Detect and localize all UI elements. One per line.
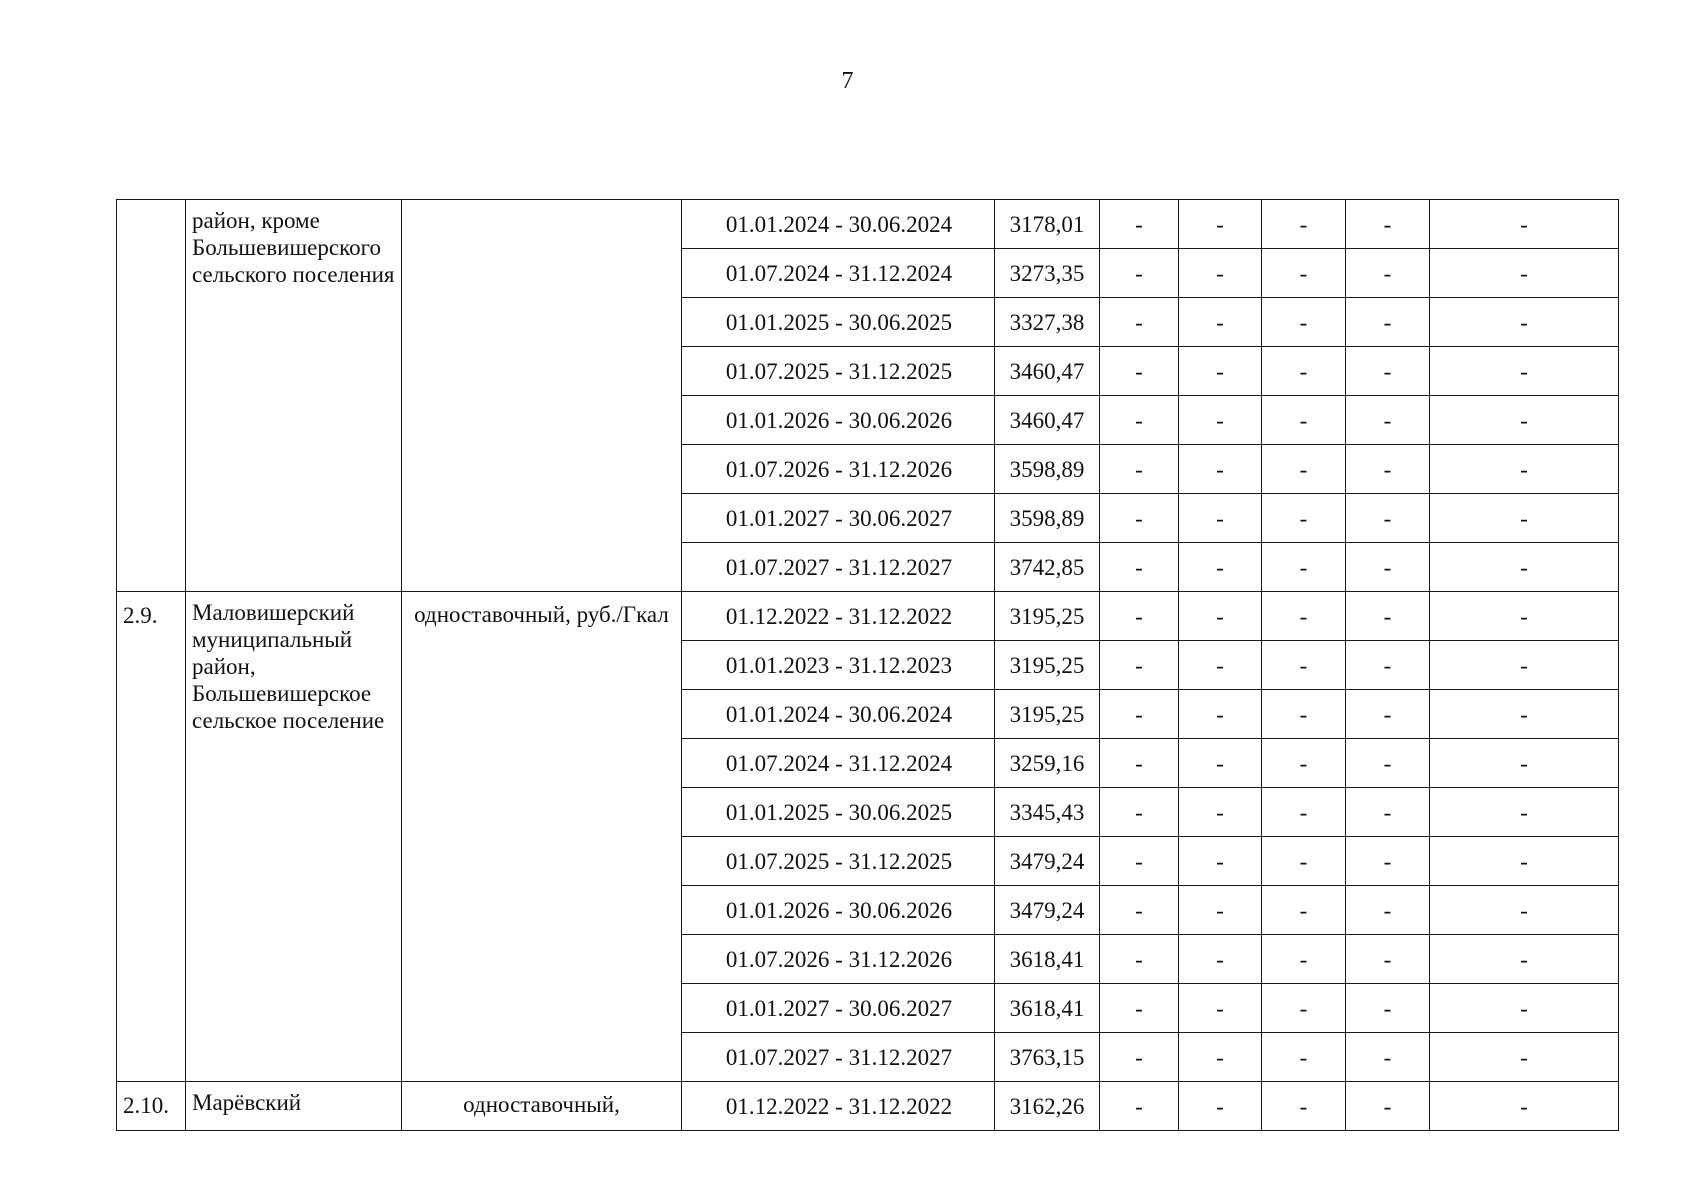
empty-value-cell: - (1262, 641, 1346, 690)
empty-value-cell: - (1262, 543, 1346, 592)
empty-value-cell: - (1100, 200, 1179, 249)
empty-value-cell: - (1179, 788, 1262, 837)
empty-value-cell: - (1179, 543, 1262, 592)
empty-value-cell: - (1179, 690, 1262, 739)
empty-value-cell: - (1100, 592, 1179, 641)
empty-value-cell: - (1430, 445, 1619, 494)
empty-value-cell: - (1346, 1033, 1430, 1082)
territory-cell: Марёвский (186, 1082, 402, 1131)
period-cell: 01.07.2026 - 31.12.2026 (682, 935, 995, 984)
empty-value-cell: - (1346, 739, 1430, 788)
empty-value-cell: - (1100, 298, 1179, 347)
empty-value-cell: - (1262, 200, 1346, 249)
empty-value-cell: - (1179, 396, 1262, 445)
empty-value-cell: - (1430, 543, 1619, 592)
empty-value-cell: - (1100, 788, 1179, 837)
period-cell: 01.07.2024 - 31.12.2024 (682, 739, 995, 788)
tariff-value-cell: 3162,26 (995, 1082, 1100, 1131)
period-cell: 01.12.2022 - 31.12.2022 (682, 592, 995, 641)
empty-value-cell: - (1430, 592, 1619, 641)
empty-value-cell: - (1346, 249, 1430, 298)
tariff-table (116, 199, 1619, 1131)
empty-value-cell: - (1179, 984, 1262, 1033)
empty-value-cell: - (1100, 1082, 1179, 1131)
table-row (117, 1082, 1619, 1131)
empty-value-cell: - (1100, 935, 1179, 984)
empty-value-cell: - (1100, 641, 1179, 690)
empty-value-cell: - (1179, 886, 1262, 935)
empty-value-cell: - (1262, 984, 1346, 1033)
empty-value-cell: - (1346, 396, 1430, 445)
empty-value-cell: - (1100, 347, 1179, 396)
empty-value-cell: - (1262, 886, 1346, 935)
empty-value-cell: - (1262, 1082, 1346, 1131)
empty-value-cell: - (1179, 935, 1262, 984)
empty-value-cell: - (1346, 1082, 1430, 1131)
period-cell: 01.01.2024 - 30.06.2024 (682, 200, 995, 249)
tariff-value-cell: 3763,15 (995, 1033, 1100, 1082)
empty-value-cell: - (1100, 690, 1179, 739)
empty-value-cell: - (1346, 347, 1430, 396)
empty-value-cell: - (1346, 592, 1430, 641)
period-cell: 01.01.2025 - 30.06.2025 (682, 298, 995, 347)
empty-value-cell: - (1179, 641, 1262, 690)
empty-value-cell: - (1179, 837, 1262, 886)
empty-value-cell: - (1430, 1082, 1619, 1131)
item-number-cell: 2.9. (117, 592, 186, 1082)
empty-value-cell: - (1100, 445, 1179, 494)
empty-value-cell: - (1262, 494, 1346, 543)
table-row (117, 200, 1619, 249)
empty-value-cell: - (1430, 935, 1619, 984)
period-cell: 01.07.2027 - 31.12.2027 (682, 543, 995, 592)
tariff-value-cell: 3598,89 (995, 445, 1100, 494)
empty-value-cell: - (1430, 641, 1619, 690)
tariff-value-cell: 3178,01 (995, 200, 1100, 249)
period-cell: 01.07.2027 - 31.12.2027 (682, 1033, 995, 1082)
empty-value-cell: - (1100, 984, 1179, 1033)
item-number-cell: 2.10. (117, 1082, 186, 1131)
empty-value-cell: - (1100, 739, 1179, 788)
period-cell: 01.01.2023 - 31.12.2023 (682, 641, 995, 690)
empty-value-cell: - (1346, 984, 1430, 1033)
empty-value-cell: - (1262, 249, 1346, 298)
territory-cell: Маловишерский муниципальный район, Большевишерское сельское поселение (186, 592, 402, 1082)
empty-value-cell: - (1100, 249, 1179, 298)
empty-value-cell: - (1430, 347, 1619, 396)
empty-value-cell: - (1262, 396, 1346, 445)
tariff-value-cell: 3273,35 (995, 249, 1100, 298)
empty-value-cell: - (1179, 739, 1262, 788)
empty-value-cell: - (1430, 739, 1619, 788)
empty-value-cell: - (1430, 1033, 1619, 1082)
tariff-kind-cell (402, 200, 682, 592)
empty-value-cell: - (1430, 984, 1619, 1033)
tariff-value-cell: 3327,38 (995, 298, 1100, 347)
tariff-value-cell: 3742,85 (995, 543, 1100, 592)
empty-value-cell: - (1179, 592, 1262, 641)
period-cell: 01.07.2026 - 31.12.2026 (682, 445, 995, 494)
empty-value-cell: - (1100, 396, 1179, 445)
empty-value-cell: - (1262, 739, 1346, 788)
empty-value-cell: - (1346, 641, 1430, 690)
empty-value-cell: - (1262, 592, 1346, 641)
tariff-value-cell: 3460,47 (995, 396, 1100, 445)
empty-value-cell: - (1179, 1082, 1262, 1131)
empty-value-cell: - (1262, 445, 1346, 494)
period-cell: 01.01.2024 - 30.06.2024 (682, 690, 995, 739)
empty-value-cell: - (1100, 543, 1179, 592)
period-cell: 01.12.2022 - 31.12.2022 (682, 1082, 995, 1131)
period-cell: 01.01.2025 - 30.06.2025 (682, 788, 995, 837)
empty-value-cell: - (1346, 200, 1430, 249)
table-row (117, 592, 1619, 641)
empty-value-cell: - (1262, 347, 1346, 396)
empty-value-cell: - (1346, 935, 1430, 984)
period-cell: 01.01.2026 - 30.06.2026 (682, 886, 995, 935)
empty-value-cell: - (1346, 445, 1430, 494)
empty-value-cell: - (1262, 690, 1346, 739)
empty-value-cell: - (1346, 788, 1430, 837)
empty-value-cell: - (1179, 249, 1262, 298)
period-cell: 01.01.2026 - 30.06.2026 (682, 396, 995, 445)
empty-value-cell: - (1430, 837, 1619, 886)
empty-value-cell: - (1430, 494, 1619, 543)
empty-value-cell: - (1262, 298, 1346, 347)
territory-cell: район, кроме Большевишерского сельского поселения (186, 200, 402, 592)
empty-value-cell: - (1346, 886, 1430, 935)
tariff-value-cell: 3479,24 (995, 837, 1100, 886)
empty-value-cell: - (1262, 788, 1346, 837)
empty-value-cell: - (1430, 200, 1619, 249)
empty-value-cell: - (1179, 200, 1262, 249)
tariff-value-cell: 3259,16 (995, 739, 1100, 788)
empty-value-cell: - (1262, 1033, 1346, 1082)
empty-value-cell: - (1179, 298, 1262, 347)
empty-value-cell: - (1346, 837, 1430, 886)
empty-value-cell: - (1430, 249, 1619, 298)
empty-value-cell: - (1346, 690, 1430, 739)
empty-value-cell: - (1179, 445, 1262, 494)
tariff-value-cell: 3345,43 (995, 788, 1100, 837)
empty-value-cell: - (1430, 886, 1619, 935)
period-cell: 01.07.2025 - 31.12.2025 (682, 347, 995, 396)
empty-value-cell: - (1346, 298, 1430, 347)
empty-value-cell: - (1346, 543, 1430, 592)
empty-value-cell: - (1262, 935, 1346, 984)
period-cell: 01.01.2027 - 30.06.2027 (682, 494, 995, 543)
tariff-value-cell: 3460,47 (995, 347, 1100, 396)
empty-value-cell: - (1100, 494, 1179, 543)
empty-value-cell: - (1179, 347, 1262, 396)
tariff-value-cell: 3618,41 (995, 984, 1100, 1033)
tariff-value-cell: 3598,89 (995, 494, 1100, 543)
page-number: 7 (841, 68, 854, 94)
empty-value-cell: - (1430, 690, 1619, 739)
tariff-value-cell: 3195,25 (995, 641, 1100, 690)
empty-value-cell: - (1430, 788, 1619, 837)
period-cell: 01.01.2027 - 30.06.2027 (682, 984, 995, 1033)
empty-value-cell: - (1430, 396, 1619, 445)
tariff-kind-cell: одноставочный, (402, 1082, 682, 1131)
empty-value-cell: - (1346, 494, 1430, 543)
item-number-cell (117, 200, 186, 592)
tariff-kind-cell: одноставочный, руб./Гкал (402, 592, 682, 1082)
empty-value-cell: - (1179, 1033, 1262, 1082)
empty-value-cell: - (1262, 837, 1346, 886)
empty-value-cell: - (1100, 1033, 1179, 1082)
empty-value-cell: - (1100, 886, 1179, 935)
tariff-value-cell: 3195,25 (995, 690, 1100, 739)
empty-value-cell: - (1430, 298, 1619, 347)
tariff-value-cell: 3618,41 (995, 935, 1100, 984)
period-cell: 01.07.2024 - 31.12.2024 (682, 249, 995, 298)
tariff-value-cell: 3479,24 (995, 886, 1100, 935)
empty-value-cell: - (1179, 494, 1262, 543)
empty-value-cell: - (1100, 837, 1179, 886)
tariff-value-cell: 3195,25 (995, 592, 1100, 641)
period-cell: 01.07.2025 - 31.12.2025 (682, 837, 995, 886)
